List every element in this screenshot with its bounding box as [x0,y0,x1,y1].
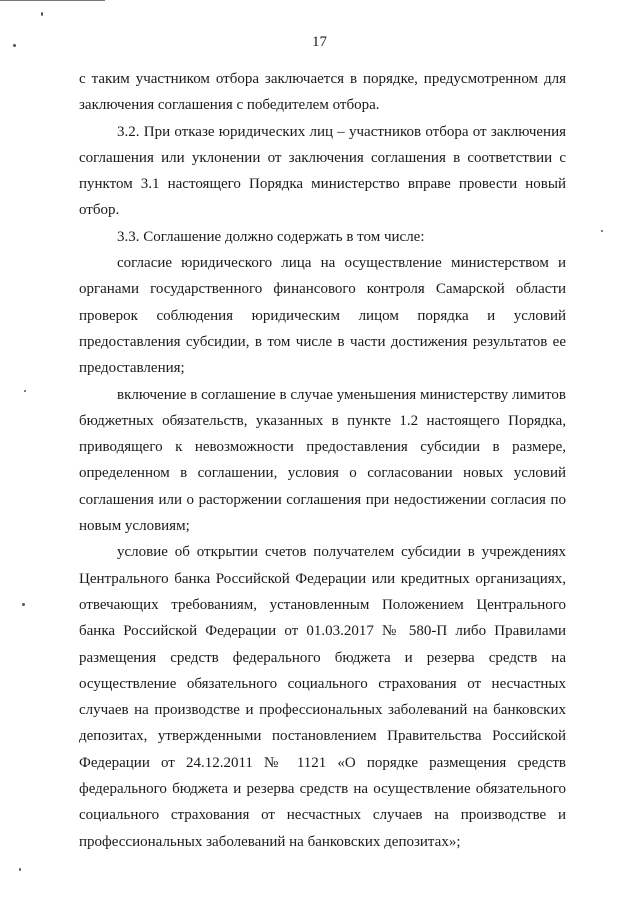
scan-dot [24,390,26,392]
scan-dot [601,230,603,232]
scan-dot [19,868,21,871]
scan-edge-line [0,0,105,1]
paragraph: включение в соглашение в случае уменьшения министерству лимитов бюджетных обязательств, указанных в пункте 1.2 настоящего Порядка, приводящего к невозможности предоставления субсидии в размере, определенном в соглашении, условия о согласовании новых условий соглашения или о расторжении соглашения при недостижении согласия по новым условиям; [79,386,566,535]
page-number: 17 [312,34,327,50]
scan-dot [41,12,43,16]
paragraph: условие об открытии счетов получателем субсидии в учреждениях Центрального банка Российской Федерации или кредитных организациях, отвечающих требованиям, установленным Положением Центрального банка Российской Федерации от 01.03.2017 № 580-П либо Правилами размещения средств федерального бюджета и резерва средств на осуществление обязательного социального страхования от несчастных случаев на производстве и профессиональных заболеваний на банковских депозитах, утвержденными постановлением Правительства Российской Федерации от 24.12.2011 № 1121 «О порядке размещения средств федерального бюджета и резерва средств на осуществление обязательного социального страхования от несчастных случаев на производстве и профессиональных заболеваний на банковских депозитах»; [79,544,566,850]
scan-dot [22,603,25,606]
paragraph: с таким участником отбора заключается в порядке, предусмотренном для заключения соглашения с победителем отбора. [79,71,566,114]
document-body [79,66,566,855]
paragraph: 3.2. При отказе юридических лиц – участников отбора от заключения соглашения или уклонении от заключения соглашения в соответствии с пунктом 3.1 настоящего Порядка министерство вправе провести новый отбор. [79,123,566,219]
paragraph: 3.3. Соглашение должно содержать в том числе: [117,228,425,245]
paragraph: согласие юридического лица на осуществление министерством и органами государственного финансового контроля Самарской области проверок соблюдения юридическим лицом порядка и условий предоставления субсидии, в том числе в части достижения результатов ее предоставления; [79,255,566,377]
